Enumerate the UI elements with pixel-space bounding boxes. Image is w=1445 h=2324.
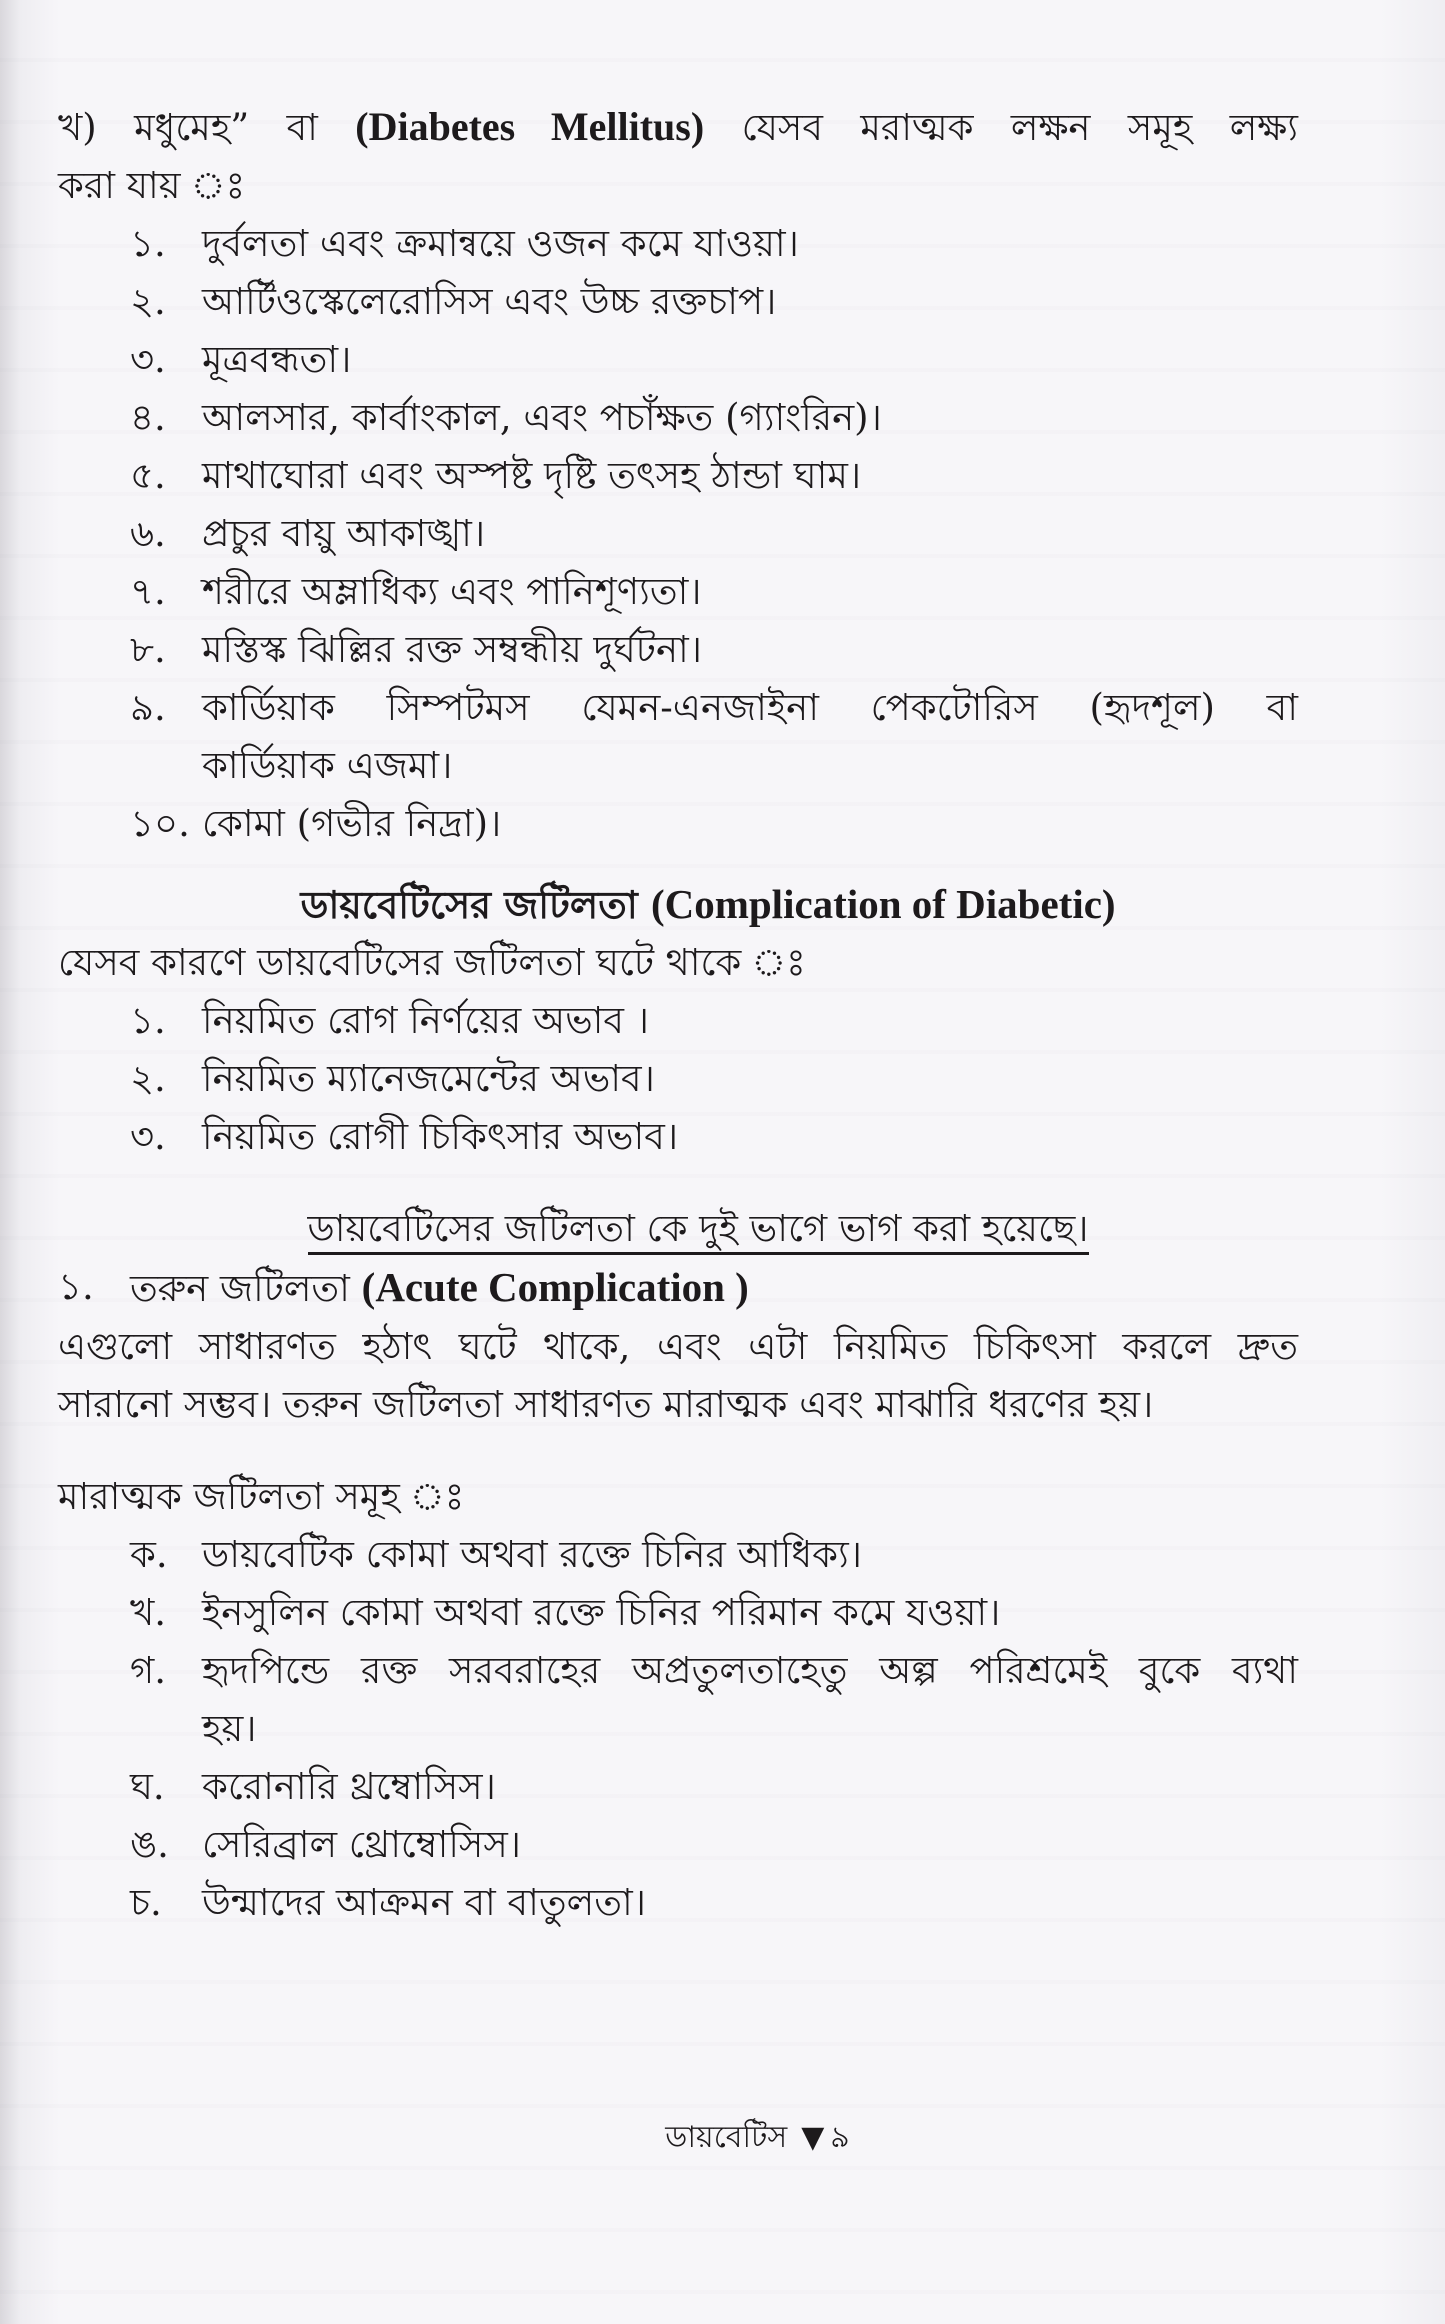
list-number: ৩. bbox=[130, 338, 166, 381]
list-number: ৬. bbox=[130, 512, 166, 555]
list-item bbox=[58, 331, 1298, 389]
list-item bbox=[58, 273, 1298, 331]
list-text-line: কার্ডিয়াক সিম্পটমস যেমন-এনজাইনা পেকটোরিস (হৃদশূল) বা bbox=[202, 686, 1298, 729]
list-text bbox=[202, 1642, 1298, 1758]
symptom-list bbox=[58, 215, 1298, 853]
list-item bbox=[58, 215, 1298, 273]
page-number: ৯ bbox=[830, 2120, 850, 2155]
serious-list bbox=[58, 1526, 1298, 1932]
list-number: ৪. bbox=[130, 396, 166, 439]
list-item bbox=[58, 795, 1298, 853]
list-number: ৭. bbox=[130, 570, 166, 613]
list-text: নিয়মিত রোগ নির্ণয়ের অভাব । bbox=[202, 999, 649, 1042]
list-item bbox=[58, 679, 1298, 795]
list-text: আলসার, কার্বাংকাল, এবং পচাঁক্ষত (গ্যাংরিন)। bbox=[202, 396, 882, 439]
serious-heading: মারাত্মক জটিলতা সমূহ ঃ bbox=[58, 1475, 465, 1518]
list-item bbox=[58, 1108, 1298, 1166]
list-text: দুর্বলতা এবং ক্রমান্বয়ে ওজন কমে যাওয়া। bbox=[202, 222, 799, 265]
list-number: ২. bbox=[130, 280, 166, 323]
list-number: ৩. bbox=[130, 1115, 166, 1158]
list-item bbox=[58, 1874, 1298, 1932]
list-text-continuation: কার্ডিয়াক এজমা। bbox=[202, 744, 453, 787]
causes-list bbox=[58, 992, 1298, 1166]
list-item bbox=[58, 505, 1298, 563]
list-item bbox=[58, 621, 1298, 679]
list-number: ৫. bbox=[130, 454, 166, 497]
list-item bbox=[58, 1642, 1298, 1758]
page-footer bbox=[0, 2118, 1445, 2158]
acute-title-en: (Acute Complication ) bbox=[361, 1264, 749, 1310]
list-item bbox=[58, 1758, 1298, 1816]
list-number: ৮. bbox=[130, 628, 166, 671]
complication-heading-bn: ডায়বেটিসের জটিলতা bbox=[300, 882, 651, 927]
list-text: সেরিব্রাল থ্রোম্বোসিস। bbox=[202, 1823, 522, 1866]
list-number: ১০. bbox=[130, 802, 190, 845]
intro-text-b: যেসব মরাত্মক লক্ষন সমূহ লক্ষ্য bbox=[704, 106, 1299, 149]
acute-paragraph-line-2: সারানো সম্ভব। তরুন জটিলতা সাধারণত মারাত্মক এবং মাঝারি ধরণের হয়। bbox=[58, 1383, 1154, 1426]
intro-line-1 bbox=[58, 98, 1298, 157]
list-text: মস্তিস্ক ঝিল্লির রক্ত সম্বন্ধীয় দুর্ঘটনা। bbox=[202, 628, 702, 671]
list-text: কোমা (গভীর নিদ্রা)। bbox=[202, 802, 502, 845]
list-number: খ. bbox=[130, 1591, 167, 1634]
list-item bbox=[58, 1816, 1298, 1874]
list-number: ২. bbox=[130, 1057, 166, 1100]
division-heading bbox=[58, 1200, 1298, 1258]
list-item bbox=[58, 447, 1298, 505]
acute-number: ১. bbox=[58, 1265, 94, 1308]
list-text-line: হৃদপিন্ডে রক্ত সরবরাহের অপ্রতুলতাহেতু অল্প পরিশ্রমেই বুকে ব্যথা bbox=[202, 1649, 1298, 1692]
complication-heading bbox=[58, 875, 1298, 934]
list-number: ১. bbox=[130, 222, 166, 265]
list-item bbox=[58, 1050, 1298, 1108]
acute-heading bbox=[58, 1258, 1298, 1318]
intro-line-2: করা যায় ঃ bbox=[58, 164, 246, 207]
list-text: উন্মাদের আক্রমন বা বাতুলতা। bbox=[202, 1881, 646, 1924]
list-item bbox=[58, 1526, 1298, 1584]
division-heading-text: ডায়বেটিসের জটিলতা কে দুই ভাগে ভাগ করা হয়েছে। bbox=[308, 1207, 1089, 1255]
intro-latin-term: (Diabetes Mellitus) bbox=[355, 104, 705, 149]
causes-intro: যেসব কারণে ডায়বেটিসের জটিলতা ঘটে থাকে ঃ bbox=[58, 941, 806, 984]
list-text: করোনারি থ্রম্বোসিস। bbox=[202, 1765, 496, 1808]
list-text: নিয়মিত রোগী চিকিৎসার অভাব। bbox=[202, 1115, 679, 1158]
list-item bbox=[58, 992, 1298, 1050]
list-text: মূত্রবন্ধতা। bbox=[202, 338, 352, 381]
list-number: চ. bbox=[130, 1881, 162, 1924]
footer-label: ডায়বেটিস bbox=[665, 2120, 788, 2155]
list-text: নিয়মিত ম্যানেজমেন্টের অভাব। bbox=[202, 1057, 655, 1100]
list-text: ডায়বেটিক কোমা অথবা রক্তে চিনির আধিক্য। bbox=[202, 1533, 862, 1576]
page-content bbox=[58, 98, 1298, 1932]
complication-heading-en: (Complication of Diabetic) bbox=[650, 881, 1116, 927]
list-text: ইনসুলিন কোমা অথবা রক্তে চিনির পরিমান কমে যওয়া। bbox=[202, 1591, 1001, 1634]
list-number: ক. bbox=[130, 1533, 168, 1576]
triangle-down-icon: ▼ bbox=[801, 2120, 825, 2155]
acute-title-bn: তরুন জটিলতা bbox=[130, 1267, 362, 1310]
list-text: প্রচুর বায়ু আকাঙ্খা। bbox=[202, 512, 486, 555]
list-text bbox=[202, 679, 1298, 795]
list-text: মাথাঘোরা এবং অস্পষ্ট দৃষ্টি তৎসহ ঠান্ডা ঘাম। bbox=[202, 454, 862, 497]
list-number: ১. bbox=[130, 999, 166, 1042]
acute-paragraph-line-1: এগুলো সাধারণত হঠাৎ ঘটে থাকে, এবং এটা নিয়মিত চিকিৎসা করলে দ্রুত bbox=[58, 1325, 1298, 1368]
list-text-continuation: হয়। bbox=[202, 1707, 257, 1750]
list-item bbox=[58, 389, 1298, 447]
acute-title bbox=[130, 1258, 1298, 1318]
list-number: ৯. bbox=[130, 686, 166, 729]
list-text: শরীরে অম্লাধিক্য এবং পানিশূণ্যতা। bbox=[202, 570, 702, 613]
list-item bbox=[58, 1584, 1298, 1642]
list-item bbox=[58, 563, 1298, 621]
list-number: ঘ. bbox=[130, 1765, 165, 1808]
list-text: আর্টিওস্কেলেরোসিস এবং উচ্চ রক্তচাপ। bbox=[202, 280, 777, 323]
list-number: ঙ. bbox=[130, 1823, 169, 1866]
intro-text-a: খ) মধুমেহ” বা bbox=[58, 106, 356, 149]
list-number: গ. bbox=[130, 1649, 167, 1692]
